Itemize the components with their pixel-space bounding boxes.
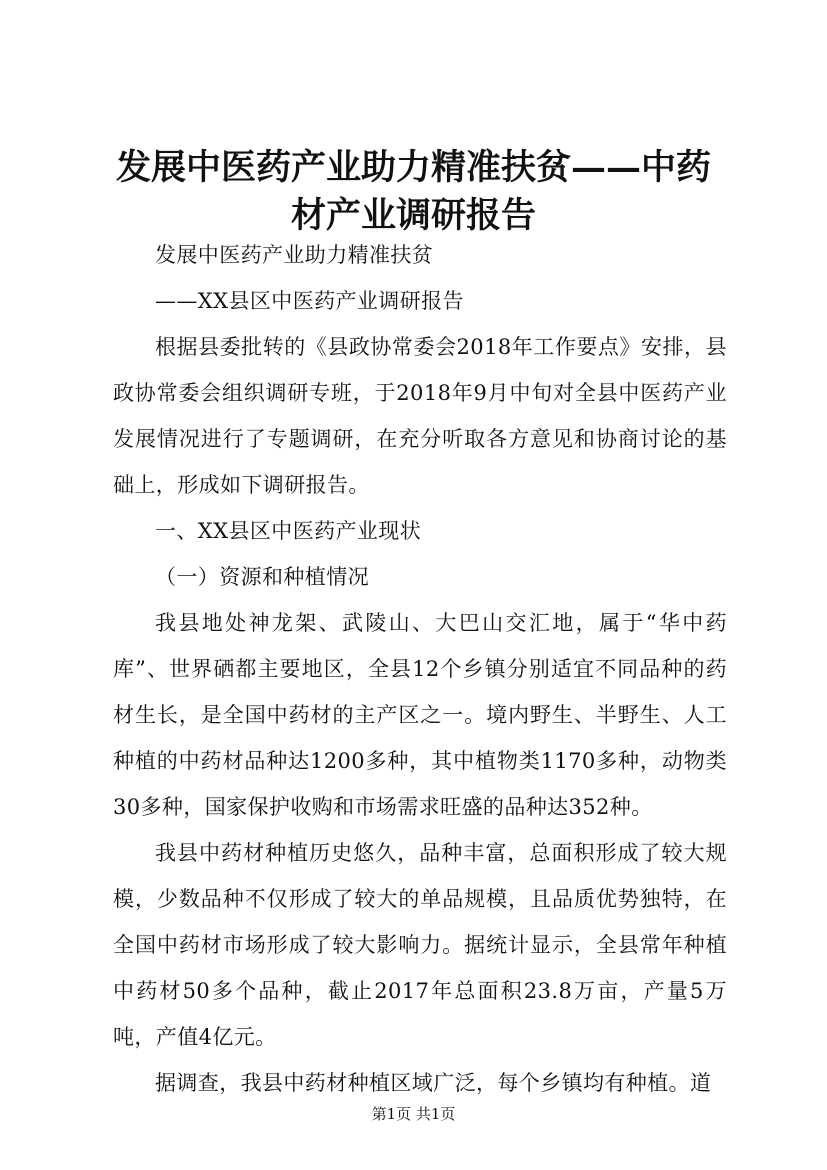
subtitle-line: ——XX县区中医药产业调研报告 bbox=[155, 289, 464, 313]
document-title: 发展中医药产业助力精准扶贫——中药材产业调研报告 bbox=[115, 147, 711, 236]
section-heading: 一、XX县区中医药产业现状 bbox=[155, 519, 422, 543]
page-number: 第1页 共1页 bbox=[371, 1105, 456, 1123]
paragraph: 根据县委批转的《县政协常委会2018年工作要点》安排，县政协常委会组织调研专班，于2018年9月中旬对全县中医药产业发展情况进行了专题调研，在充分听取各方意见和协商讨论的基础上，形成如下调研报告。 bbox=[113, 335, 727, 497]
subtitle-line: 发展中医药产业助力精准扶贫 bbox=[155, 243, 434, 267]
subsection-heading: （一）资源和种植情况 bbox=[155, 565, 369, 589]
paragraph: 我县中药材种植历史悠久，品种丰富，总面积形成了较大规模，少数品种不仅形成了较大的单品规模，且品质优势独特，在全国中药材市场形成了较大影响力。据统计显示，全县常年种植中药材50多个品种，截止2017年总面积23.8万亩，产量5万吨，产值4亿元。 bbox=[113, 841, 727, 1049]
document-body bbox=[113, 232, 727, 1106]
paragraph: 据调查，我县中药材种植区域广泛，每个乡镇均有种植。道 bbox=[155, 1071, 712, 1095]
paragraph: 我县地处神龙架、武陵山、大巴山交汇地，属于“华中药库”、世界硒都主要地区，全县12个乡镇分别适宜不同品种的药材生长，是全国中药材的主产区之一。境内野生、半野生、人工种植的中药材品种达1200多种，其中植物类1170多种，动物类30多种，国家保护收购和市场需求旺盛的品种达352种。 bbox=[113, 611, 727, 819]
